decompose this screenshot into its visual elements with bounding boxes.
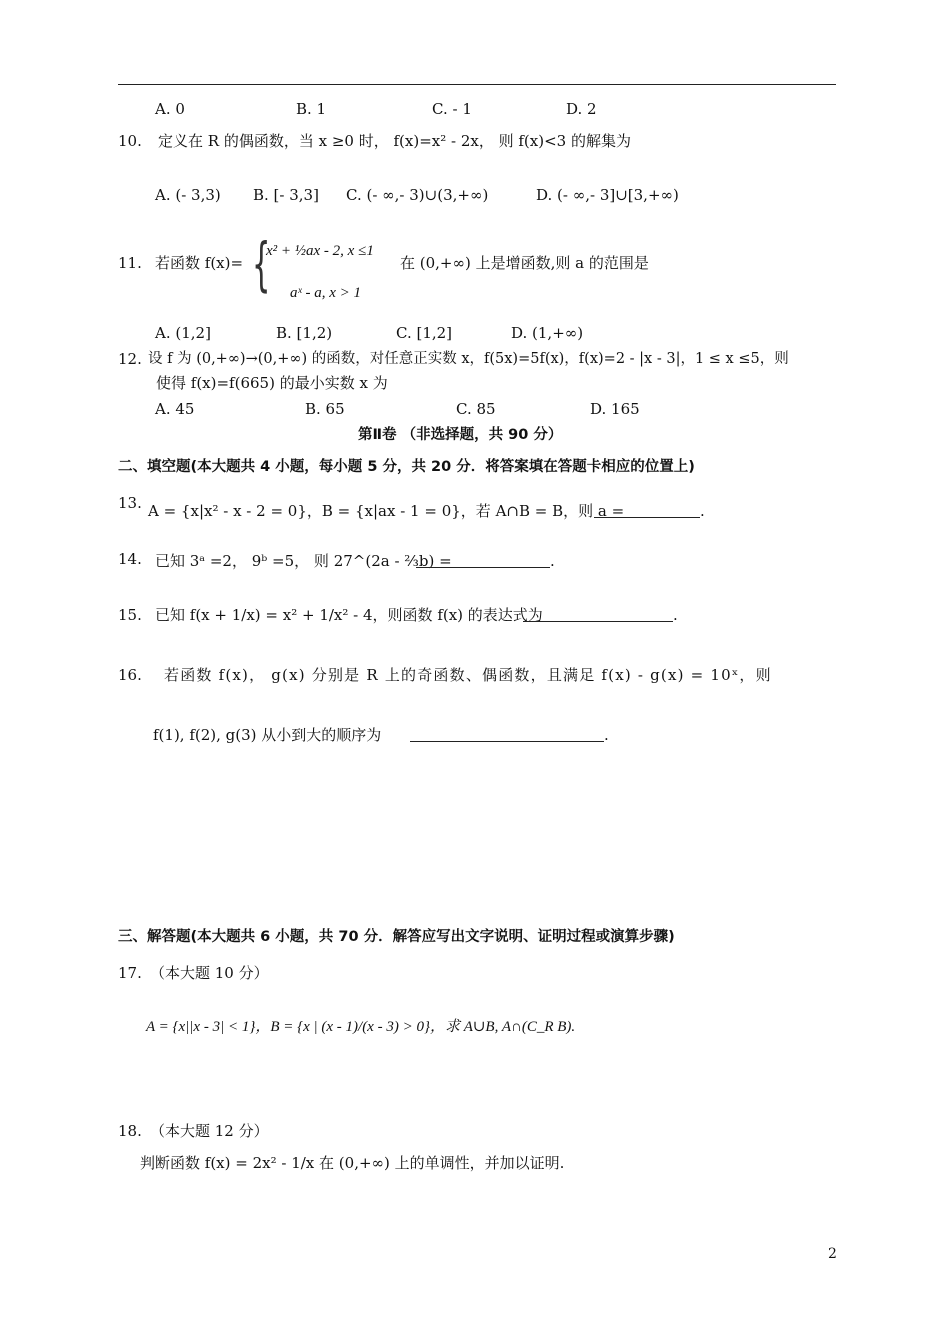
q18-number: 18. [118,1122,142,1140]
q11-option-b: B. [1,2) [276,324,333,342]
q10-option-a: A. (- 3,3) [155,186,221,204]
q10-text: 定义在 R 的偶函数，当 x ≥0 时， f(x)=x² - 2x， 则 f(x)<3 的解集为 [158,132,631,150]
part-2-title: 第Ⅱ卷 （非选择题，共 90 分） [358,427,563,443]
q12-line-2: 使得 f(x)=f(665) 的最小实数 x 为 [156,374,388,392]
q14-text: 已知 3ᵃ =2， 9ᵇ =5， 则 27^(2a - ⅔b) = [155,552,452,570]
q18-text: 判断函数 f(x) = 2x² - 1/x 在 (0,+∞) 上的单调性，并加以证明. [140,1154,565,1172]
q18-score: （本大题 12 分） [150,1122,269,1140]
section-2-heading: 二、填空题(本大题共 4 小题，每小题 5 分，共 20 分．将答案填在答题卡相应的位置上) [118,459,695,475]
q9-option-d: D. 2 [566,100,597,118]
q12-option-a: A. 45 [155,400,195,418]
q17-text: A = {x||x - 3| < 1}，B = {x | (x - 1)/(x - 3) > 0}，求 A∪B, A∩(C_R B). [146,1019,576,1035]
q12-option-b: B. 65 [305,400,345,418]
q14-answer-blank [416,550,555,572]
q11-option-d: D. (1,+∞) [511,324,584,342]
q11-option-c: C. [1,2] [396,324,453,342]
q14-number: 14. [118,550,142,568]
q15-text: 已知 f(x + 1/x) = x² + 1/x² - 4，则函数 f(x) 的表达式为 [155,606,543,624]
q11-case-1: x² + ½ax - 2, x ≤1 [266,243,374,259]
q9-option-c: C. - 1 [432,100,472,118]
q13-answer-blank [594,500,705,522]
q12-line-1: 设 f 为 (0,+∞)→(0,+∞) 的函数，对任意正实数 x，f(5x)=5f(x)，f(x)=2 - |x - 3|，1 ≤ x ≤5，则 [148,351,789,367]
q16-period: . [604,726,609,744]
q15-period: . [673,606,678,624]
q17-score: （本大题 10 分） [150,964,269,982]
q16-line-1: 若函数 f(x)， g(x) 分别是 R 上的奇函数、偶函数，且满足 f(x) - g(x) = 10ˣ，则 [164,666,772,684]
q10-option-b: B. [- 3,3] [253,186,319,204]
q16-number: 16. [118,666,142,684]
q11-left-brace: { [252,230,271,298]
q14-period: . [550,552,555,570]
q12-number: 12. [118,350,142,368]
q13-number: 13. [118,494,142,512]
q15-answer-blank [523,604,678,626]
q11-case-2: aˣ - a, x > 1 [290,285,362,301]
section-3-heading: 三、解答题(本大题共 6 小题，共 70 分．解答应写出文字说明、证明过程或演算步骤) [118,929,675,945]
header-rule [118,84,836,85]
q10-option-c: C. (- ∞,- 3)∪(3,+∞) [346,186,489,204]
q13-text: A = {x|x² - x - 2 = 0}，B = {x|ax - 1 = 0}，若 A∩B = B，则 a = [148,502,625,520]
q11-prefix: 若函数 f(x)= [155,254,244,272]
q12-option-d: D. 165 [590,400,640,418]
q16-answer-blank [410,724,609,746]
q16-line-2: f(1), f(2), g(3) 从小到大的顺序为 [153,726,382,744]
q15-number: 15. [118,606,142,624]
q11-option-a: A. (1,2] [155,324,211,342]
q9-option-a: A. 0 [155,100,185,118]
q12-option-c: C. 85 [456,400,496,418]
page-number: 2 [828,1246,837,1262]
q9-option-b: B. 1 [296,100,327,118]
q10-number: 10. [118,132,142,150]
q13-period: . [700,502,705,520]
q11-number: 11. [118,254,142,272]
q10-option-d: D. (- ∞,- 3]∪[3,+∞) [536,186,679,204]
q17-number: 17. [118,964,142,982]
q11-suffix: 在 (0,+∞) 上是增函数,则 a 的范围是 [400,254,649,272]
